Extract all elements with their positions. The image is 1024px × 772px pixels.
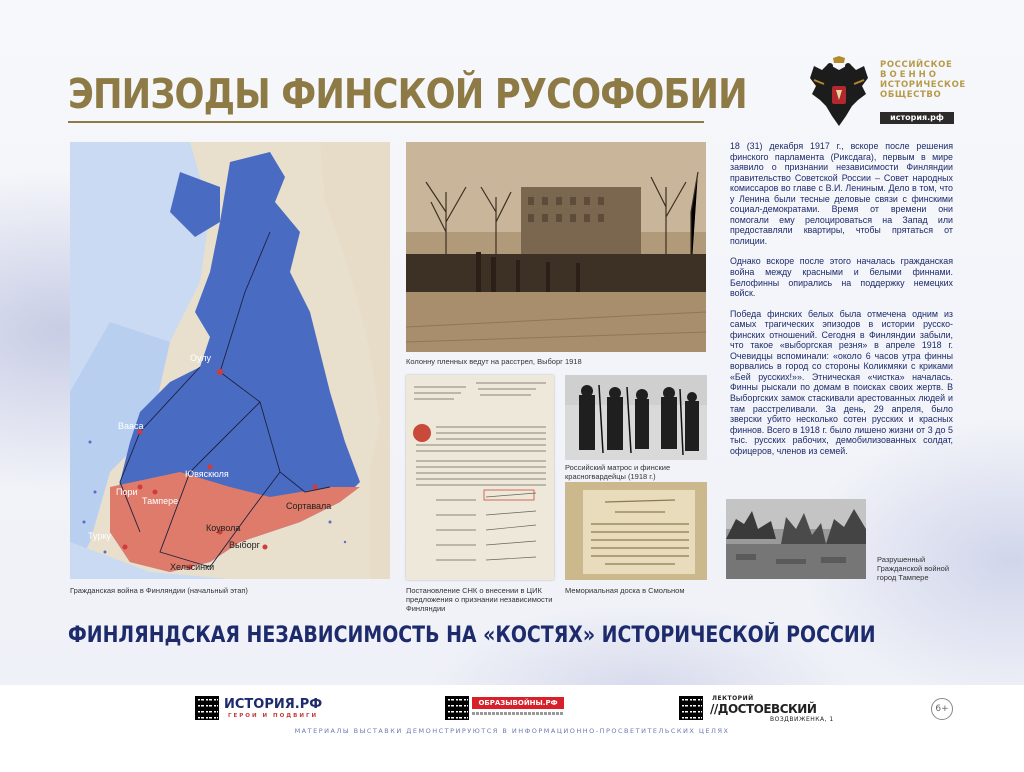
snk-decree-document bbox=[406, 375, 554, 580]
bw-photo-graphic bbox=[565, 375, 707, 460]
article-paragraph: Победа финских белых была отмечена одним из самых трагических эпизодов в истории русско-финских отношений. Сегодня в Финляндии забыли, что такое «выборгская резня» в апреле 1918 г. Очевидцы вспоминали: «около 6 часов утра финны ворвались в город со стороны Коликмяки с криками «Бей русских!»». Этническая «чистка» началась. Финны рыскали по домам в поисках своих жертв. В Выборгских замок стаскивали арестованных людей и там расстреливали. За день, 29 апреля, было зверски убито несколько сотен русских и красных финнов. Всего в 1918 г. было лишено жизни от 3 до 5 тыс. русских рабочих, демобилизованных солдат, офицеров, членов из семей. bbox=[730, 308, 953, 456]
map-city-label: Коувола bbox=[206, 523, 241, 533]
finland-civil-war-map bbox=[70, 142, 390, 579]
dostoevsky-logo: //ДОСТОЕВСКИЙ bbox=[710, 702, 817, 716]
plaque-caption: Мемориальная доска в Смольном bbox=[565, 586, 685, 595]
article-paragraph: 18 (31) декабря 1917 г., вскоре после решения финского парламента (Риксдага), первым в мире заявило о признании независимости Финляндии правительство Советской России – Совет народных комиссаров во главе с В.И. Лениным. Дело в том, что у Ленина были тесные деловые связи с финскими социал-демократами. Время от времени они помогали ему релоцироваться на Запад или предоставляли квартиры, чтобы прятаться от полиции. bbox=[730, 141, 953, 246]
rvio-logo bbox=[806, 56, 966, 130]
map-city-label: Тампере bbox=[142, 496, 179, 506]
map-city-label: Ювяскюля bbox=[185, 469, 229, 479]
rvio-name bbox=[880, 60, 966, 100]
sailor-photo-caption: Российский матрос и финские красногвардейцы (1918 г.) bbox=[565, 463, 671, 481]
document-graphic bbox=[406, 375, 554, 580]
prisoners-column-photo bbox=[406, 142, 706, 352]
obrazy-voiny-logo bbox=[472, 697, 564, 709]
map-city-label: Хельсинки bbox=[170, 562, 215, 572]
title-underline bbox=[68, 121, 704, 123]
ruins-graphic bbox=[726, 499, 866, 579]
qr-code-icon[interactable] bbox=[680, 697, 702, 719]
footer-disclaimer: МАТЕРИАЛЫ ВЫСТАВКИ ДЕМОНСТРИРУЮТСЯ В ИНФОРМАЦИОННО-ПРОСВЕТИТЕЛЬСКИХ ЦЕЛЯХ bbox=[294, 727, 730, 735]
qr-code-icon[interactable] bbox=[196, 697, 218, 719]
sepia-photo-graphic bbox=[406, 142, 706, 352]
istoriya-rf-logo-text: ИСТОРИЯ.РФ bbox=[224, 697, 323, 712]
rvio-site-badge: история.рф bbox=[880, 112, 954, 124]
article-text bbox=[730, 141, 953, 466]
double-headed-eagle-icon bbox=[806, 56, 872, 130]
sailor-red-guards-photo bbox=[565, 375, 707, 460]
map-city-label: Выборг bbox=[229, 540, 260, 550]
rvio-name-line-4: ОБЩЕСТВО bbox=[880, 90, 942, 100]
map-caption: Гражданская война в Финляндии (начальный этап) bbox=[70, 586, 248, 595]
obrazy-voiny-logo-text: ОБРАЗЫВОЙНЫ.РФ bbox=[478, 699, 558, 707]
ruins-caption: Разрушенный Гражданской войной город Тампере bbox=[877, 555, 950, 582]
rvio-name-line-2: ВОЕННО bbox=[880, 70, 939, 80]
rvio-name-line-3: ИСТОРИЧЕСКОЕ bbox=[880, 80, 966, 90]
map-graphic bbox=[70, 142, 390, 579]
istoriya-rf-logo bbox=[224, 697, 322, 712]
main-photo-caption: Колонну пленных ведут на расстрел, Выборг 1918 bbox=[406, 357, 582, 366]
map-city-label: Оулу bbox=[190, 353, 212, 363]
poster-subtitle: ФИНЛЯНДСКАЯ НЕЗАВИСИМОСТЬ НА «КОСТЯХ» ИСТОРИЧЕСКОЙ РОССИИ bbox=[68, 623, 876, 648]
smolny-memorial-plaque-photo bbox=[565, 482, 707, 580]
obrazy-voiny-fineprint bbox=[472, 712, 564, 715]
map-city-label: Вааса bbox=[118, 421, 144, 431]
map-city-label: Сортавала bbox=[286, 501, 332, 511]
tampere-ruins-photo bbox=[726, 499, 866, 579]
map-city-label: Пори bbox=[116, 487, 138, 497]
map-city-label: Турку bbox=[88, 531, 111, 541]
age-rating-badge: 6+ bbox=[931, 698, 953, 720]
lektoriy-label: ЛЕКТОРИЙ bbox=[712, 695, 754, 702]
page-title: ЭПИЗОДЫ ФИНСКОЙ РУСОФОБИИ bbox=[68, 70, 747, 118]
document-caption: Постановление СНК о внесении в ЦИК предложения о признании независимости Финляндии bbox=[406, 586, 553, 613]
qr-code-icon[interactable] bbox=[446, 697, 468, 719]
plaque-graphic bbox=[565, 482, 707, 580]
istoriya-rf-tagline: ГЕРОИ И ПОДВИГИ bbox=[228, 713, 319, 719]
article-paragraph: Однако вскоре после этого началась гражданская война между красными и белыми финнами. Белофинны опирались на поддержку немецких войск. bbox=[730, 256, 953, 299]
rvio-name-line-1: РОССИЙСКОЕ bbox=[880, 60, 953, 70]
dostoevsky-address: ВОЗДВИЖЕНКА, 1 bbox=[770, 716, 834, 723]
